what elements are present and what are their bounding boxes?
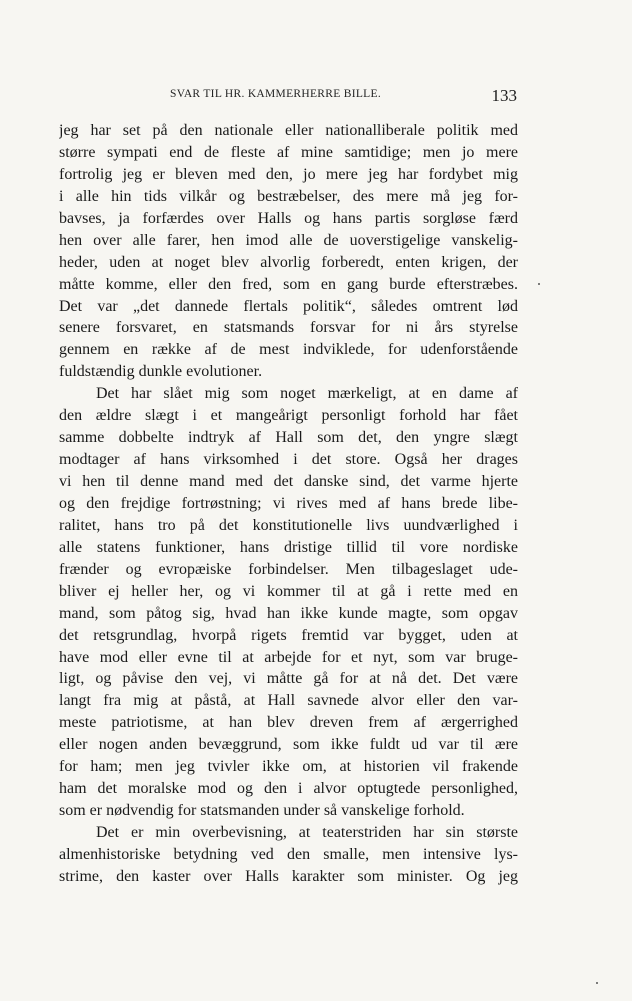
text-line: bavses, ja forfærdes over Halls og hans partis sorgløse færd xyxy=(59,209,518,227)
text-line: hen over alle farer, hen imod alle de uoverstigelige vanskelig- xyxy=(59,231,518,249)
text-line: heder, uden at noget blev alvorlig forberedt, enten krigen, der xyxy=(59,253,518,271)
text-line: jeg har set på den nationale eller nationalliberale politik med xyxy=(59,122,518,139)
text-line: alle statens funktioner, hans dristige tillid til vore nordiske xyxy=(59,538,518,556)
text-line: meste patriotisme, at han blev dreven frem af ærgerrighed xyxy=(59,714,518,732)
paper-speck xyxy=(538,283,540,285)
text-line: bliver ej heller her, og vi kommer til at gå i rette med en xyxy=(59,582,518,600)
paragraph-start-line: Det har slået mig som noget mærkeligt, at en dame af xyxy=(96,385,518,403)
text-line: i alle hin tids vilkår og bestræbelser, des mere må jeg for- xyxy=(59,187,518,205)
text-line: det retsgrundlag, hvorpå rigets fremtid var bygget, uden at xyxy=(59,626,518,644)
text-line: eller nogen anden bevæggrund, som ikke fuldt ud var til ære xyxy=(59,736,518,754)
paragraph-end-line: fuldstændig dunkle evolutioner. xyxy=(59,363,263,381)
text-line: ralitet, hans tro på det konstitutionelle livs uundværlighed i xyxy=(59,516,518,534)
text-line: samme dobbelte indtryk af Hall som det, den yngre slægt xyxy=(59,429,518,447)
text-line: måtte komme, eller den fred, som en gang burde efterstræbes. xyxy=(59,275,518,293)
text-line: mand, som påtog sig, hvad han ikke kunde magte, som opgav xyxy=(59,604,518,622)
text-line: ham det moralske mod og den i alvor optugtede personlighed, xyxy=(59,780,518,798)
text-line: og den frejdige fortrøstning; vi rives med af hans brede libe- xyxy=(59,494,518,512)
text-line: have mod eller evne til at arbejde for et nyt, som var bruge- xyxy=(59,648,518,666)
paragraph-end-line: som er nødvendig for statsmanden under så vanskelige forhold. xyxy=(59,802,465,820)
text-line: frænder og evropæiske forbindelser. Men tilbageslaget ude- xyxy=(59,560,518,578)
text-line: almenhistoriske betydning ved den smalle, men intensive lys- xyxy=(59,845,518,863)
text-line: langt fra mig at påstå, at Hall savnede alvor eller den var- xyxy=(59,692,518,710)
paper-speck xyxy=(596,982,598,984)
text-line: senere forsvaret, en statsmands forsvar for ni års styrelse xyxy=(59,319,518,337)
text-line: ligt, og påvise den vej, vi måtte gå for at nå det. Det være xyxy=(59,670,518,688)
text-line: vi hen til denne mand med det danske sind, det varme hjerte xyxy=(59,473,518,490)
text-line: den ældre slægt i et mangeårigt personligt forhold har fået xyxy=(59,407,518,425)
page-number: 133 xyxy=(491,86,517,105)
text-line: gennem en række af de mest indviklede, for udenforstående xyxy=(59,341,518,359)
text-line: større sympati end de fleste af mine samtidige; men jo mere xyxy=(59,143,518,161)
text-line: Det var „det dannede flertals politik“, således omtrent lød xyxy=(59,297,518,315)
text-line: strime, den kaster over Halls karakter som minister. Og jeg xyxy=(59,867,518,885)
body-text xyxy=(59,120,518,888)
text-line: fortrolig jeg er bleven med den, jo mere jeg har fordybet mig xyxy=(59,165,518,183)
paragraph-start-line: Det er min overbevisning, at teaterstriden har sin største xyxy=(96,824,518,841)
running-head: SVAR TIL HR. KAMMERHERRE BILLE. xyxy=(170,88,381,100)
text-line: for ham; men jeg tvivler ikke om, at historien vil frakende xyxy=(59,758,518,776)
text-line: modtager af hans virksomhed i det store. Også her drages xyxy=(59,451,518,469)
